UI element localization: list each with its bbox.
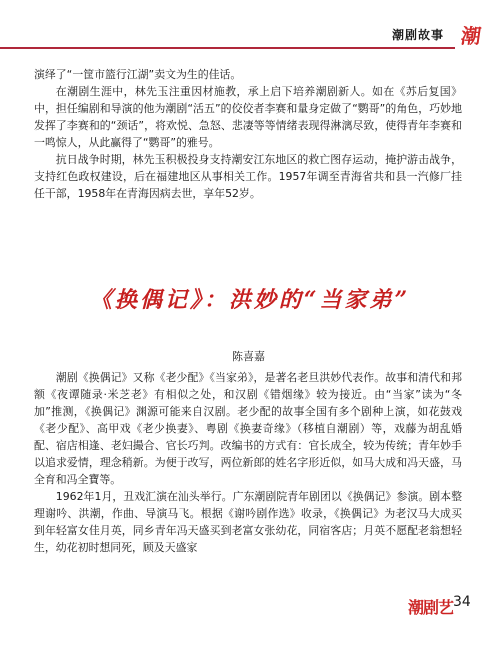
header-logo-icon: 潮 — [459, 24, 483, 48]
paragraph: 在潮剧生涯中，林先玉注重因材施教，承上启下培养潮剧新人。如在《苏后复国》中，担任编剧和导演的他为潮剧“活五”的佼佼者李赛和量身定做了“鹦哥”的角色，巧妙地发挥了李赛和的“颈话”，将欢悦、急怒、悲凄等等情绪表现得淋漓尽致，使得青年李赛和一鸣惊人，从此赢得了“鹦哥”的雅号。 — [34, 85, 462, 149]
article-part1 — [34, 66, 462, 202]
paragraph: 抗日战争时期，林先玉积极投身支持潮安江东地区的救亡图存运动，掩护游击战争，支持红色政权建设，后在福建地区从事相关工作。1957年调至青海省共和县一汽修厂挂任干部，1958年在青海因病去世，享年52岁。 — [34, 153, 462, 200]
header-rule — [0, 47, 455, 49]
paragraph: 演绎了“一筐市篮行江湖”卖文为生的佳话。 — [34, 68, 242, 81]
running-header-title: 潮剧故事 — [392, 28, 445, 42]
article-part2 — [34, 369, 462, 556]
paragraph: 1962年1月，丑戏汇演在汕头举行。广东潮剧院青年剧团以《换偶记》参演。剧本整理谢吟、洪潮，作曲、导演马飞。根据《谢吟剧作选》收录，《换偶记》为老汉马大成买到年轻富女佳月英，同乡青年冯天盛买到老富女张幼花，同宿客店；月英不愿配老翁想轻生，幼花初时想同死，顾及天盛家 — [34, 490, 462, 554]
page-number: 34 — [453, 594, 471, 610]
paragraph: 潮剧《换偶记》又称《老少配》《当家弟》，是著名老旦洪妙代表作。故事和清代和邦额《夜谭随录·米芝老》有相似之处，和汉剧《错烟缘》较为接近。由“当家”读为“冬加”推测，《换偶记》渊源可能来自汉剧。老少配的故事全国有多个剧种上演，如花鼓戏《老少配》、高甲戏《老少换妻》、粤剧《换妻奇缘》（移植自潮剧）等，戏藤为胡乱婚配、宿店相逢、老妇撮合、官长巧判。改编书的方式有：官长成全，较为传统；青年妙手以追求爱情，理念稍新。为便于改写，两位新郎的姓名字形近似，如马大成和冯天盛，马全育和冯全寶等。 — [34, 371, 462, 486]
footer-logo: 潮剧艺 — [408, 598, 454, 617]
author-name: 陈喜嘉 — [232, 350, 265, 363]
section-title: 《换偶记》：洪妙的“当家弟” — [89, 287, 411, 313]
